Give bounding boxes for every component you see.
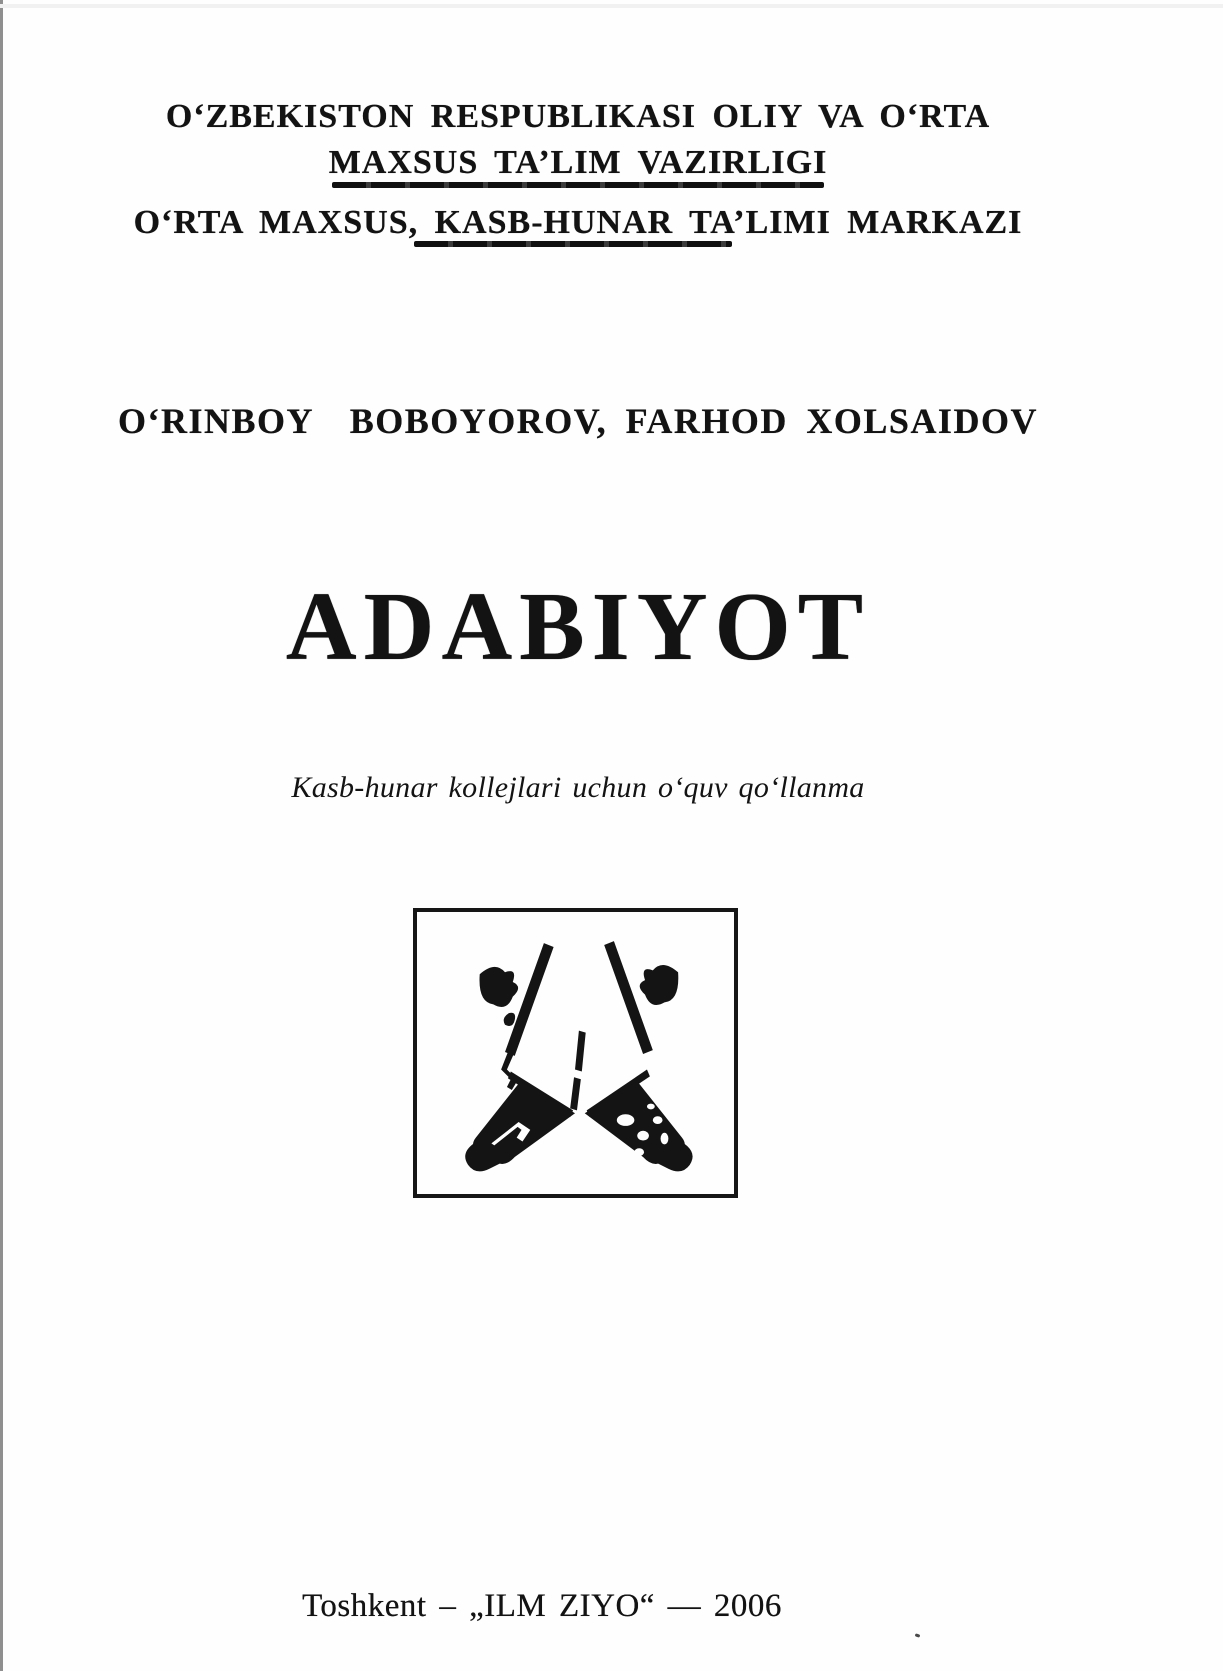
scan-top-artifact	[0, 4, 1223, 8]
authors-line: O‘RINBOY BOBOYOROV, FARHOD XOLSAIDOV	[118, 401, 1038, 441]
ministry-line-2: MAXSUS TA’LIM VAZIRLIGI	[328, 144, 828, 181]
book-title: ADABIYOT	[285, 573, 871, 681]
underline-ministry	[332, 182, 824, 188]
underline-center	[414, 241, 732, 247]
subtitle-line: Kasb-hunar kollejlari uchun o‘quv qo‘llanma	[291, 771, 865, 804]
publisher-logo-frame	[413, 908, 738, 1198]
imprint-line: Toshkent – „ILM ZIYO“ — 2006	[302, 1588, 782, 1624]
ink-speck	[915, 1633, 921, 1638]
scan-edge-artifact	[0, 0, 3, 1671]
ministry-line-1: O‘ZBEKISTON RESPUBLIKASI OLIY VA O‘RTA	[165, 98, 991, 135]
center-line: O‘RTA MAXSUS, KASB-HUNAR TA’LIMI MARKAZI	[133, 204, 1023, 241]
open-book-icon	[417, 912, 734, 1194]
